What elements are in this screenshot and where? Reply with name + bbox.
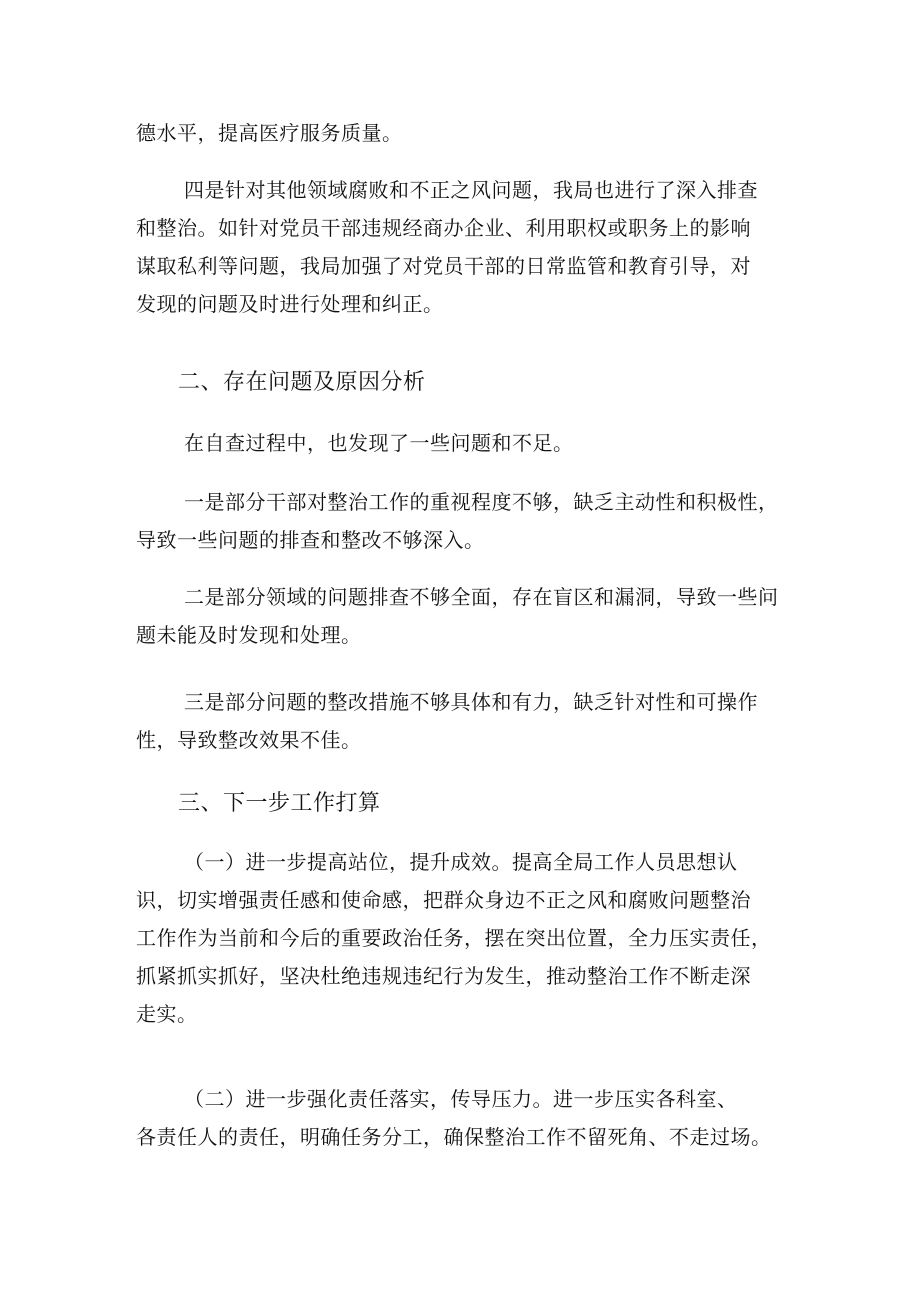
text-line: 识，切实增强责任感和使命感，把群众身边不正之风和腐败问题整治 [136, 888, 751, 912]
text-line: 和整治。如针对党员干部违规经商办企业、利用职权或职务上的影响 [136, 216, 751, 240]
text-line: （二）进一步强化责任落实，传导压力。进一步压实各科室、 [184, 1087, 738, 1111]
paragraph-intro [136, 424, 800, 462]
text-line: 性，导致整改效果不佳。 [136, 728, 362, 752]
paragraph-issue-3 [136, 683, 800, 759]
text-line: 各责任人的责任，明确任务分工，确保整治工作不留死角、不走过场。 [136, 1125, 772, 1149]
text-line: 发现的问题及时进行处理和纠正。 [136, 292, 444, 316]
text-line: 题未能及时发现和处理。 [136, 623, 362, 647]
text-line: 三是部分问题的整改措施不够具体和有力，缺乏针对性和可操作 [184, 690, 758, 714]
text-line: 四是针对其他领域腐败和不正之风问题，我局也进行了深入排查 [184, 178, 758, 202]
text-line: （一）进一步提高站位，提升成效。提高全局工作人员思想认 [184, 850, 738, 874]
text-line: 在自查过程中，也发现了一些问题和不足。 [184, 431, 574, 455]
section-heading-2: 二、存在问题及原因分析 [178, 370, 426, 395]
paragraph-plan-1 [136, 843, 800, 1033]
text-line: 导致一些问题的排查和整改不够深入。 [136, 528, 485, 552]
text-line: 抓紧抓实抓好，坚决杜绝违规违纪行为发生，推动整治工作不断走深 [136, 964, 751, 988]
paragraph-item-4 [136, 171, 800, 323]
text-line: 德水平，提高医疗服务质量。 [136, 121, 403, 145]
paragraph-issue-2 [136, 578, 800, 654]
paragraph-issue-1 [136, 483, 800, 559]
section-heading-3: 三、下一步工作打算 [178, 791, 381, 816]
paragraph-continued [136, 114, 800, 152]
paragraph-plan-2 [136, 1080, 800, 1156]
text-line: 一是部分干部对整治工作的重视程度不够，缺乏主动性和积极性， [184, 490, 779, 514]
text-line: 谋取私利等问题，我局加强了对党员干部的日常监管和教育引导，对 [136, 254, 751, 278]
text-line: 工作作为当前和今后的重要政治任务，摆在突出位置，全力压实责任， [136, 926, 772, 950]
text-line: 走实。 [136, 1002, 198, 1026]
text-line: 二是部分领域的问题排查不够全面，存在盲区和漏洞，导致一些问 [184, 585, 779, 609]
